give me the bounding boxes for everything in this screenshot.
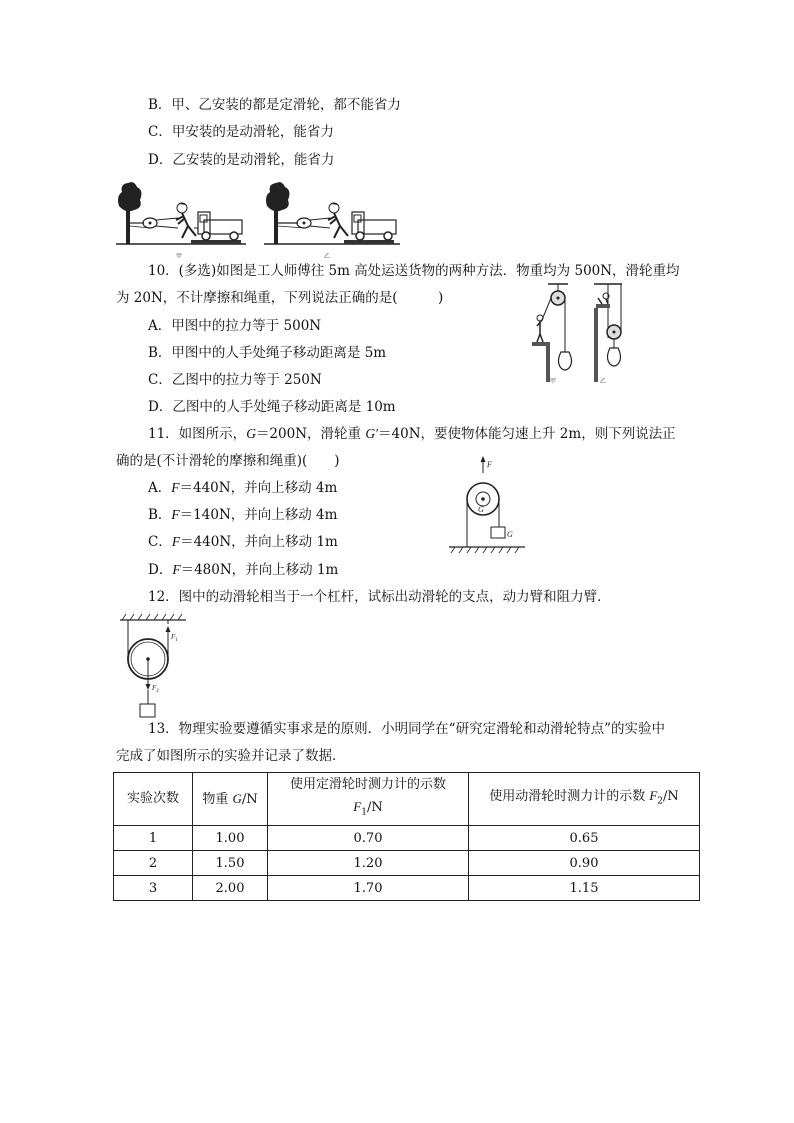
cell-f1: 1.70	[268, 876, 469, 901]
q10-option-c: C．乙图中的拉力等于 250N	[148, 372, 322, 388]
q10-figure-yi	[594, 284, 622, 385]
q11-option-d-text: ＝480N，并向上移动 1m	[180, 562, 339, 578]
q11-option-c-text: ＝440N，并向上移动 1m	[180, 534, 338, 550]
q11-option-c-var: F	[171, 534, 181, 549]
q11-label-g-box: G	[507, 530, 513, 539]
q9-figure	[116, 178, 401, 260]
q11-option-d	[148, 561, 338, 579]
q10-caption-yi: 乙	[600, 378, 607, 385]
q12-label-f1-sub: 1	[175, 638, 178, 643]
q12-stem: 12．图中的动滑轮相当于一个杠杆，试标出动滑轮的支点，动力臂和阻力臂．	[148, 589, 611, 605]
q11-option-b	[148, 506, 337, 524]
cell-trial: 3	[114, 876, 193, 901]
header-weight-unit: /N	[241, 791, 258, 807]
q10-option-d: D．乙图中的人手处绳子移动距离是 10m	[148, 399, 396, 415]
q11-option-c	[148, 533, 338, 551]
q10-option-b: B．甲图中的人手处绳子移动距离是 5m	[148, 345, 387, 361]
q13-stem-line2: 完成了如图所示的实验并记录了数据．	[116, 748, 346, 764]
q9-option-d: D．乙安装的是动滑轮，能省力	[148, 152, 335, 168]
q11-option-c-prefix: C．	[148, 534, 172, 550]
header-weight-var: G	[232, 790, 242, 806]
cell-weight: 1.00	[193, 826, 268, 851]
table-row	[114, 851, 700, 876]
q11-figure	[447, 455, 527, 555]
q11-stem-part2: ＝200N，滑轮重	[255, 426, 366, 442]
header-fixed-pulley-var: F	[353, 799, 362, 815]
header-movable-pulley-unit: /N	[663, 789, 679, 805]
header-fixed-pulley-text: 使用定滑轮时测力计的示数	[289, 777, 446, 793]
q13-stem-line1: 13．物理实验要遵循实事求是的原则．小明同学在“研究定滑轮和动滑轮特点”的实验中	[148, 721, 665, 737]
q9-figure-yi	[264, 182, 400, 260]
header-movable-pulley	[469, 773, 700, 826]
q9-option-b: B．甲、乙安装的都是定滑轮，都不能省力	[148, 97, 401, 113]
table-row	[114, 876, 700, 901]
q11-option-a-text: ＝440N，并向上移动 4m	[179, 480, 338, 496]
q12-label-f1	[170, 633, 178, 643]
cell-f2: 1.15	[469, 876, 700, 901]
q11-stem-line1	[148, 425, 676, 443]
q12-label-f2-var: F	[152, 684, 157, 692]
q11-option-b-prefix: B．	[148, 507, 172, 523]
q11-stem-line2: 确的是(不计滑轮的摩擦和绳重)( )	[116, 453, 340, 469]
q11-option-a-prefix: A．	[148, 480, 172, 496]
q11-option-a	[148, 479, 337, 497]
header-weight	[193, 773, 268, 826]
q12-figure	[118, 612, 190, 720]
experiment-data-table	[113, 772, 700, 901]
cell-f2: 0.90	[469, 851, 700, 876]
q10-option-a: A．甲图中的拉力等于 500N	[148, 318, 322, 334]
cell-weight: 1.50	[193, 851, 268, 876]
q9-caption-yi: 乙	[324, 253, 331, 260]
cell-f1: 0.70	[268, 826, 469, 851]
q9-option-c: C．甲安装的是动滑轮，能省力	[148, 124, 334, 140]
q11-label-f: F	[487, 460, 492, 469]
table-header-row	[114, 773, 700, 826]
q11-option-b-var: F	[171, 507, 180, 522]
q11-option-d-var: F	[172, 562, 181, 577]
q9-caption-jia: 甲	[176, 253, 183, 260]
q9-figure-jia	[116, 182, 246, 260]
q12-label-f2	[151, 684, 159, 694]
q11-option-a-var: F	[171, 480, 180, 495]
q11-var-g: G	[246, 426, 256, 441]
header-fixed-pulley-sub: 1	[361, 807, 367, 818]
header-fixed-pulley	[268, 773, 469, 826]
q10-caption-jia: 甲	[550, 378, 557, 385]
q10-stem-line1: 10．(多选)如图是工人师傅往 5m 高处运送货物的两种方法．物重均为 500N，滑轮重均	[148, 263, 680, 279]
header-fixed-pulley-unit: /N	[366, 800, 383, 816]
q10-figure-jia	[532, 284, 572, 385]
header-movable-pulley-text: 使用动滑轮时测力计的示数	[489, 789, 650, 805]
q11-stem-part1: 11．如图所示，	[148, 426, 247, 442]
table-row	[114, 826, 700, 851]
q11-option-d-prefix: D．	[148, 562, 173, 578]
q11-var-g-prime: G′	[365, 426, 379, 441]
header-movable-pulley-sub: 2	[657, 796, 664, 807]
header-weight-text: 物重	[202, 791, 233, 807]
q12-label-f2-sub: 2	[156, 689, 159, 694]
cell-f1: 1.20	[268, 851, 469, 876]
q11-label-g-center: G	[478, 505, 484, 514]
cell-trial: 2	[114, 851, 193, 876]
q10-stem-line2: 为 20N，不计摩擦和绳重，下列说法正确的是( )	[116, 290, 444, 306]
q11-option-b-text: ＝140N，并向上移动 4m	[179, 507, 338, 523]
cell-f2: 0.65	[469, 826, 700, 851]
header-movable-pulley-var: F	[649, 788, 658, 804]
q12-label-f1-var: F	[171, 633, 176, 641]
cell-trial: 1	[114, 826, 193, 851]
q10-figure	[528, 282, 626, 386]
cell-weight: 2.00	[193, 876, 268, 901]
header-trial-number: 实验次数	[114, 773, 193, 826]
q11-stem-part3: ＝40N，要使物体能匀速上升 2m，则下列说法正	[378, 426, 676, 442]
